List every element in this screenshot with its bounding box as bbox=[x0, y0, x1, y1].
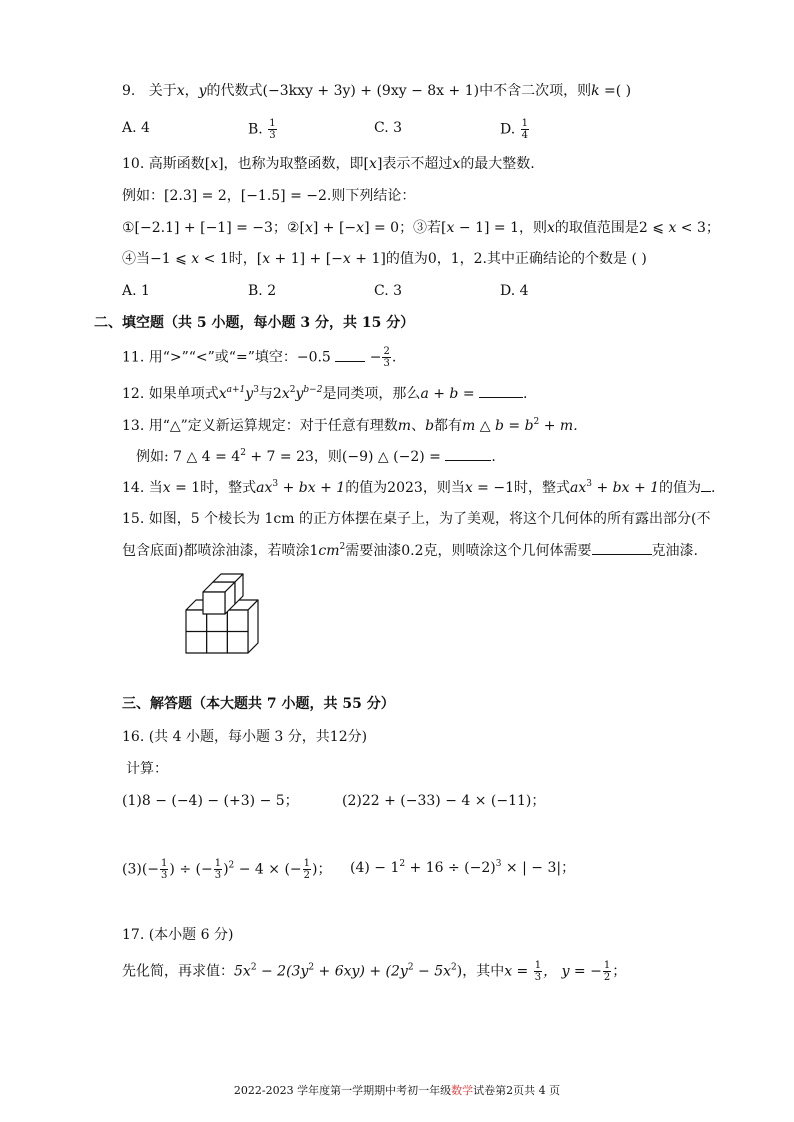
q11-answer-blank[interactable] bbox=[335, 349, 365, 362]
q16-part2: (2)22 + (−33) − 4 × (−11)； bbox=[342, 793, 546, 809]
q13-line1: 13. 用“△”定义新运算规定：对于任意有理数m、b都有m △ $b = b^2 + m$. bbox=[122, 417, 578, 434]
section-3-heading: 三、解答题（本大题共 7 小题，共 55 分） bbox=[122, 696, 395, 712]
q16-part1: (1)8 − (−4) − (+3) − 5； bbox=[122, 793, 299, 809]
q13-line2: 例如: 7 △ $4 = 4^2 + 7 = 23$，则(−9) △ (−2) = . bbox=[136, 448, 496, 465]
q14: 14. 当x = 1时，整式$ax^3$ + bx + 1的值为2023，则当x = −1时，整式$ax^3$ + bx + 1的值为 . bbox=[122, 479, 716, 496]
page-footer: 2022-2023 学年度第一学期期中考初一年级数学试卷第2页共 4 页 bbox=[233, 1084, 561, 1097]
q9-option-a: A. 4 bbox=[122, 120, 150, 136]
section-2-heading: 二、填空题（共 5 小题，每小题 3 分，共 15 分） bbox=[94, 315, 415, 331]
q10-option-a: A. 1 bbox=[122, 283, 150, 299]
q12: 12. 如果单项式$x^{a+1}y^3$与$2x^2y^{b-2}$是同类项，那么a + b = . bbox=[122, 385, 528, 402]
q17-heading: 17. (本小题 6 分) bbox=[122, 927, 234, 943]
q16-calc-label: 计算： bbox=[126, 761, 168, 777]
q16-part4: $(4) - 1^2 + 16 \div (-2)^3$ × | − 3|； bbox=[350, 859, 576, 876]
q15-line1: 15. 如图，5 个棱长为 1cm 的正方体摆在桌子上，为了美观，将这个几何体的所有露出部分(不 bbox=[122, 511, 711, 527]
q16-heading: 16. (共 4 小题，每小题 3 分，共12分) bbox=[122, 729, 368, 745]
q9-option-b: B. $\frac{1}{3}$ bbox=[248, 118, 276, 141]
q11: 11. 用“>”“<”或“=”填空：−0.5 − $\frac{2}{3}$ . bbox=[122, 346, 397, 369]
q14-answer-blank[interactable] bbox=[701, 479, 711, 492]
q10-option-d: D. 4 bbox=[500, 283, 529, 299]
q10-option-c: C. 3 bbox=[374, 283, 403, 299]
q17-task: 先化简，再求值：$5x^2 - 2(3y^2 + 6xy) + (2y^2 - 5x^2)$，其中x = $\frac{1}{3}$ ， y = − $\frac{1}{2}$ ； bbox=[122, 960, 627, 983]
q10-line4: ④当−1 ⩽ x < 1时，[x + 1] + [−x + 1]的值为0，1，2.其中正确结论的个数是 ( ) bbox=[122, 251, 647, 267]
q13-answer-blank[interactable] bbox=[445, 448, 491, 461]
q12-answer-blank[interactable] bbox=[479, 385, 523, 398]
q10-option-b: B. 2 bbox=[248, 283, 277, 299]
q9-option-c: C. 3 bbox=[374, 120, 403, 136]
q16-part3: (3)(− $\frac{1}{3}$ ) ÷ (− $\frac{1}{3}$ )$^2$ − 4 × (− $\frac{1}{2}$ )； bbox=[122, 858, 332, 881]
q9-option-d: D. $\frac{1}{4}$ bbox=[500, 118, 529, 141]
q15-answer-blank[interactable] bbox=[592, 542, 652, 555]
q10-line1: 10. 高斯函数[x]，也称为取整函数，即[x]表示不超过x的最大整数. bbox=[122, 156, 535, 172]
q9-stem: 9. 关于x，y的代数式(−3kxy + 3y) + (9xy − 8x + 1)中不含二次项，则k =( ) bbox=[122, 83, 632, 99]
q10-line2: 例如：[2.3] = 2，[−1.5] = −2.则下列结论： bbox=[122, 188, 416, 204]
q10-line3: ①[−2.1] + [−1] = −3；②[x] + [−x] = 0；③若[x − 1] = 1，则x的取值范围是2 ⩽ x < 3； bbox=[122, 220, 720, 236]
q15-line2: 包含底面)都喷涂油漆，若喷涂$1cm^2$需要油漆0.2克，则喷涂这个几何体需要 克油漆. bbox=[122, 542, 698, 559]
q15-cube-figure bbox=[176, 572, 266, 656]
